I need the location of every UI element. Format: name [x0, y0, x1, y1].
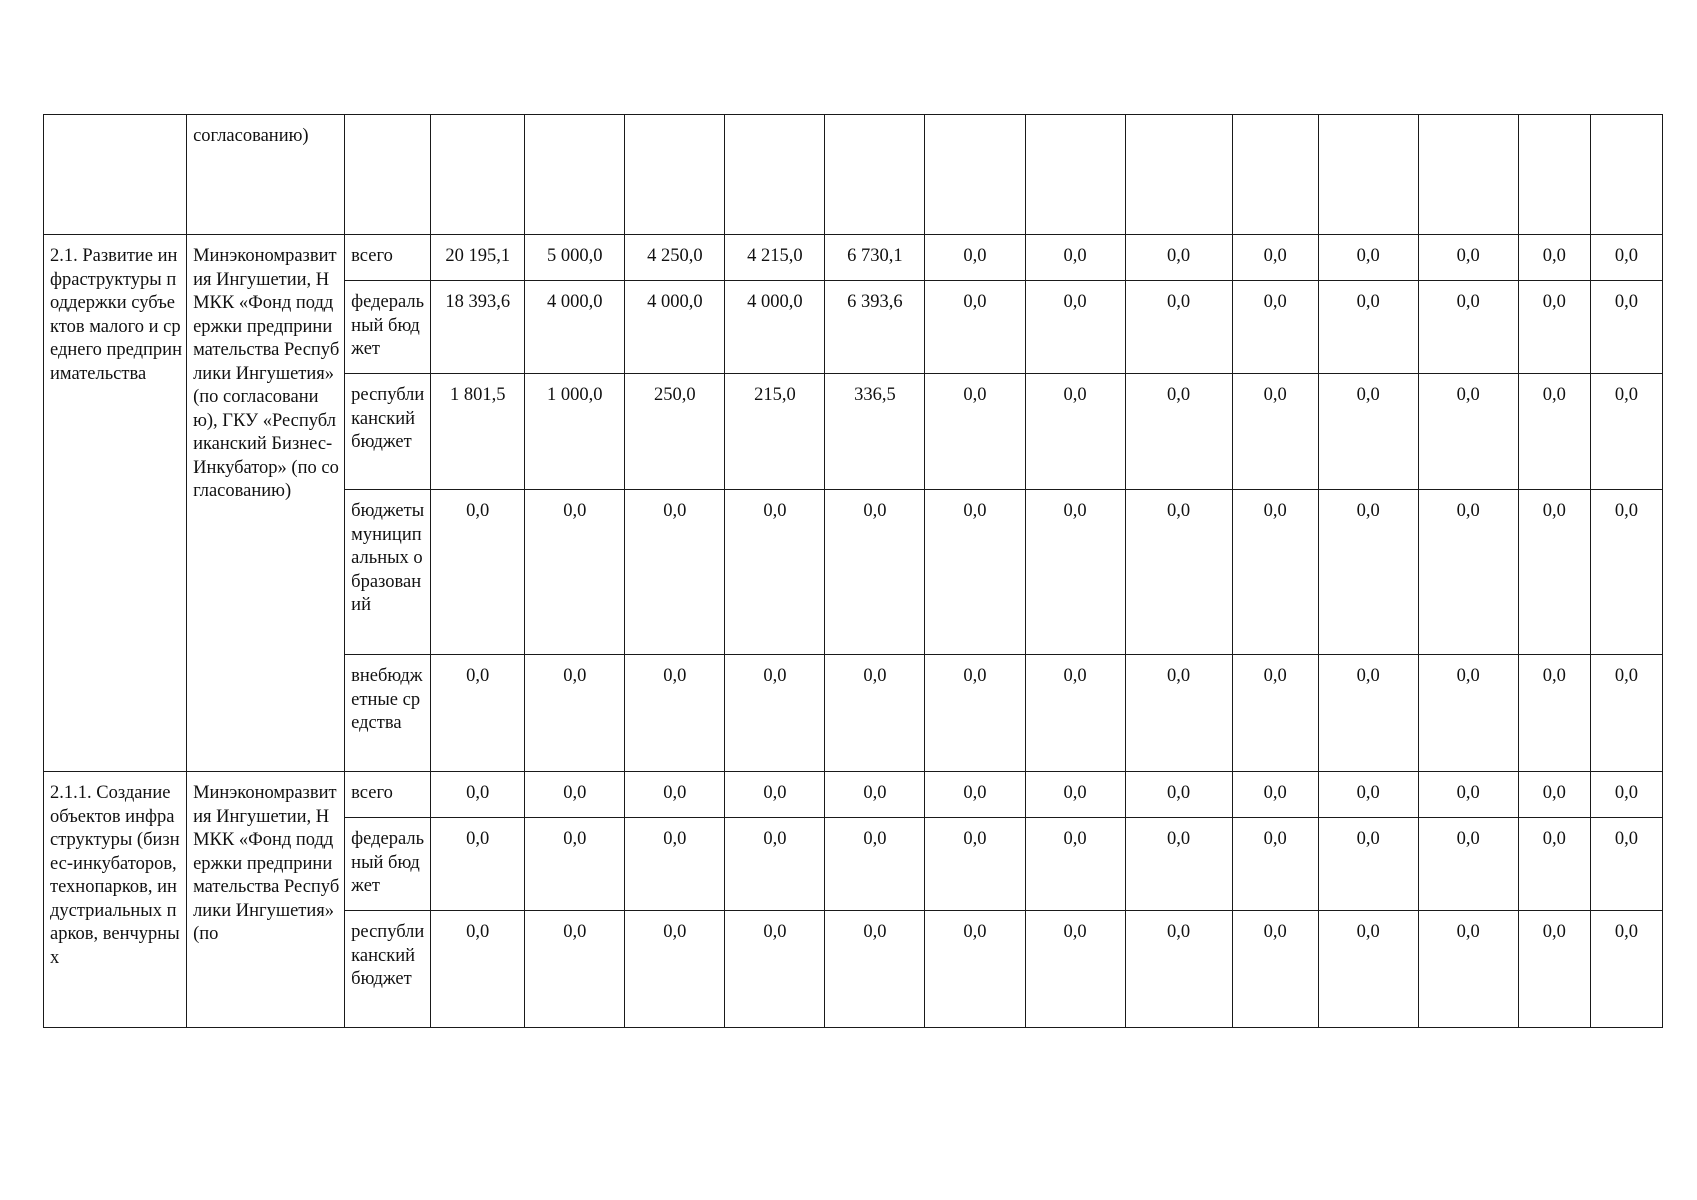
value-cell: 0,0	[1025, 655, 1125, 772]
empty-cell	[1232, 115, 1318, 235]
funding-source-cell: республиканский бюджет	[345, 374, 431, 490]
value-cell: 0,0	[1232, 490, 1318, 655]
value-cell: 0,0	[1232, 374, 1318, 490]
empty-cell	[1518, 115, 1590, 235]
value-cell: 0,0	[825, 772, 925, 818]
value-cell: 0,0	[1418, 911, 1518, 1028]
funding-source-cell: федеральный бюджет	[345, 281, 431, 374]
empty-cell	[431, 115, 525, 235]
value-cell: 0,0	[825, 490, 925, 655]
value-cell: 0,0	[1318, 374, 1418, 490]
value-cell: 0,0	[1318, 818, 1418, 911]
empty-cell	[1590, 115, 1662, 235]
value-cell: 1 801,5	[431, 374, 525, 490]
value-cell: 4 215,0	[725, 235, 825, 281]
empty-cell	[925, 115, 1025, 235]
value-cell: 0,0	[1232, 772, 1318, 818]
value-cell: 0,0	[1025, 281, 1125, 374]
activity-name-cell	[44, 115, 187, 235]
value-cell: 20 195,1	[431, 235, 525, 281]
empty-cell	[525, 115, 625, 235]
value-cell: 0,0	[1518, 490, 1590, 655]
value-cell: 0,0	[1418, 818, 1518, 911]
value-cell: 0,0	[431, 818, 525, 911]
value-cell: 4 250,0	[625, 235, 725, 281]
activity-name-cell: 2.1. Развитие инфраструктуры поддержки субъектов малого и среднего предпринимательства	[44, 235, 187, 772]
value-cell: 0,0	[431, 490, 525, 655]
value-cell: 0,0	[1518, 911, 1590, 1028]
value-cell: 0,0	[1025, 772, 1125, 818]
value-cell: 0,0	[1418, 772, 1518, 818]
empty-cell	[825, 115, 925, 235]
value-cell: 0,0	[1318, 490, 1418, 655]
value-cell: 0,0	[1125, 281, 1232, 374]
value-cell: 0,0	[825, 818, 925, 911]
value-cell: 0,0	[431, 772, 525, 818]
empty-cell	[1125, 115, 1232, 235]
value-cell: 6 393,6	[825, 281, 925, 374]
executor-cell: Минэкономразвития Ингушетии, НМКК «Фонд поддержки предпринимательства Республики Ингушетия» (по	[187, 772, 345, 1028]
value-cell: 0,0	[1518, 374, 1590, 490]
value-cell: 0,0	[625, 655, 725, 772]
value-cell: 0,0	[1418, 374, 1518, 490]
value-cell: 0,0	[1590, 772, 1662, 818]
value-cell: 0,0	[1590, 235, 1662, 281]
value-cell: 4 000,0	[725, 281, 825, 374]
value-cell: 0,0	[1318, 235, 1418, 281]
value-cell: 0,0	[1590, 374, 1662, 490]
value-cell: 0,0	[725, 818, 825, 911]
value-cell: 0,0	[1418, 655, 1518, 772]
value-cell: 0,0	[625, 911, 725, 1028]
value-cell: 6 730,1	[825, 235, 925, 281]
funding-source-cell: бюджеты муниципальных образований	[345, 490, 431, 655]
value-cell: 0,0	[1590, 818, 1662, 911]
value-cell: 4 000,0	[525, 281, 625, 374]
empty-cell	[725, 115, 825, 235]
empty-cell	[1318, 115, 1418, 235]
executor-cell: Минэкономразвития Ингушетии, НМКК «Фонд поддержки предпринимательства Республики Ингушетия» (по согласованию), ГКУ «Республиканский Бизнес-Инкубатор» (по согласованию)	[187, 235, 345, 772]
funding-source-cell: республиканский бюджет	[345, 911, 431, 1028]
value-cell: 0,0	[725, 911, 825, 1028]
value-cell: 0,0	[525, 655, 625, 772]
empty-cell	[625, 115, 725, 235]
value-cell: 0,0	[1125, 911, 1232, 1028]
value-cell: 0,0	[1318, 772, 1418, 818]
value-cell: 0,0	[1125, 374, 1232, 490]
value-cell: 0,0	[1232, 655, 1318, 772]
activity-name-cell: 2.1.1. Создание объектов инфраструктуры (бизнес-инкубаторов, технопарков, индустриальных парков, венчурных	[44, 772, 187, 1028]
value-cell: 0,0	[1518, 655, 1590, 772]
funding-source-cell: всего	[345, 772, 431, 818]
value-cell: 0,0	[1318, 655, 1418, 772]
value-cell: 0,0	[1125, 235, 1232, 281]
value-cell: 0,0	[1232, 818, 1318, 911]
value-cell: 0,0	[1590, 655, 1662, 772]
value-cell: 0,0	[1590, 911, 1662, 1028]
funding-source-cell: внебюджетные средства	[345, 655, 431, 772]
value-cell: 0,0	[525, 911, 625, 1028]
empty-cell	[345, 115, 431, 235]
value-cell: 0,0	[1518, 818, 1590, 911]
value-cell: 250,0	[625, 374, 725, 490]
value-cell: 0,0	[1418, 235, 1518, 281]
budget-table	[43, 114, 1663, 1028]
empty-cell	[1025, 115, 1125, 235]
value-cell: 0,0	[1025, 818, 1125, 911]
empty-cell	[1418, 115, 1518, 235]
value-cell: 0,0	[525, 490, 625, 655]
value-cell: 0,0	[431, 911, 525, 1028]
value-cell: 4 000,0	[625, 281, 725, 374]
value-cell: 0,0	[925, 655, 1025, 772]
funding-source-cell: федеральный бюджет	[345, 818, 431, 911]
value-cell: 215,0	[725, 374, 825, 490]
value-cell: 0,0	[1125, 772, 1232, 818]
value-cell: 0,0	[925, 235, 1025, 281]
value-cell: 0,0	[925, 490, 1025, 655]
value-cell: 0,0	[525, 772, 625, 818]
value-cell: 0,0	[525, 818, 625, 911]
continuation-row	[44, 115, 1663, 235]
value-cell: 0,0	[1318, 281, 1418, 374]
value-cell: 0,0	[1125, 818, 1232, 911]
value-cell: 0,0	[1025, 235, 1125, 281]
value-cell: 0,0	[1232, 911, 1318, 1028]
funding-source-cell: всего	[345, 235, 431, 281]
value-cell: 0,0	[1418, 281, 1518, 374]
value-cell: 0,0	[825, 655, 925, 772]
value-cell: 0,0	[1518, 235, 1590, 281]
executor-cell: согласованию)	[187, 115, 345, 235]
value-cell: 0,0	[1590, 490, 1662, 655]
value-cell: 0,0	[1232, 281, 1318, 374]
value-cell: 0,0	[725, 490, 825, 655]
table-body	[44, 115, 1663, 1028]
value-cell: 0,0	[1318, 911, 1418, 1028]
value-cell: 0,0	[1025, 490, 1125, 655]
value-cell: 0,0	[925, 911, 1025, 1028]
value-cell: 0,0	[625, 490, 725, 655]
value-cell: 1 000,0	[525, 374, 625, 490]
value-cell: 0,0	[1025, 911, 1125, 1028]
value-cell: 0,0	[1025, 374, 1125, 490]
value-cell: 0,0	[1125, 490, 1232, 655]
value-cell: 18 393,6	[431, 281, 525, 374]
table-row	[44, 235, 1663, 281]
table-row	[44, 772, 1663, 818]
value-cell: 0,0	[925, 281, 1025, 374]
value-cell: 0,0	[925, 772, 1025, 818]
value-cell: 0,0	[925, 818, 1025, 911]
value-cell: 0,0	[625, 818, 725, 911]
value-cell: 336,5	[825, 374, 925, 490]
value-cell: 0,0	[1125, 655, 1232, 772]
value-cell: 0,0	[825, 911, 925, 1028]
value-cell: 0,0	[725, 655, 825, 772]
value-cell: 0,0	[925, 374, 1025, 490]
value-cell: 0,0	[625, 772, 725, 818]
value-cell: 0,0	[1232, 235, 1318, 281]
value-cell: 0,0	[431, 655, 525, 772]
value-cell: 5 000,0	[525, 235, 625, 281]
value-cell: 0,0	[1590, 281, 1662, 374]
value-cell: 0,0	[1518, 772, 1590, 818]
value-cell: 0,0	[1418, 490, 1518, 655]
value-cell: 0,0	[1518, 281, 1590, 374]
value-cell: 0,0	[725, 772, 825, 818]
